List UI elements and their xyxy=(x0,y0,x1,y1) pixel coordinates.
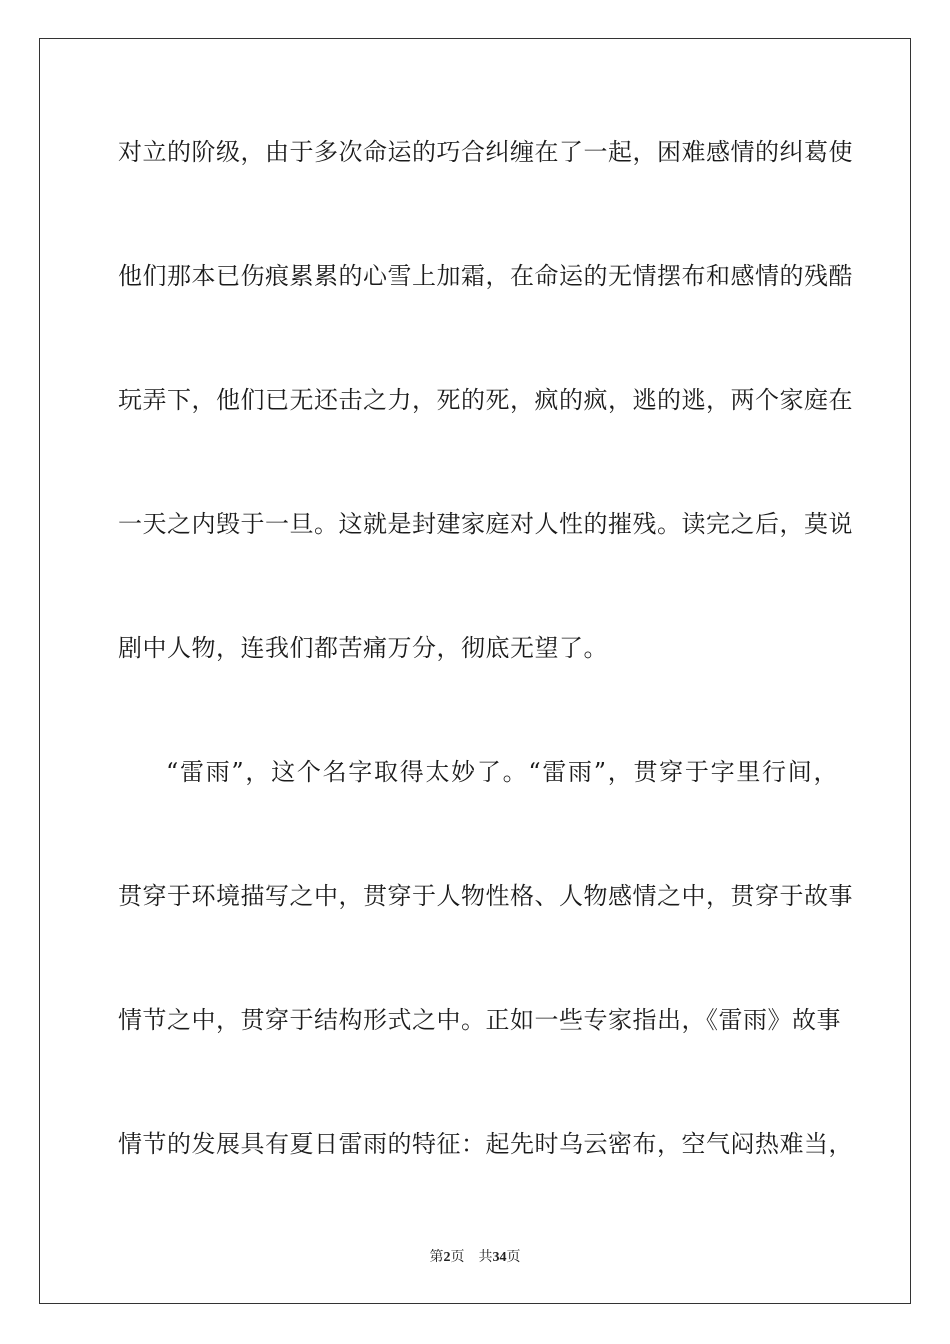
paragraph-line-6: “雷雨”，这个名字取得太妙了。“雷雨”，贯穿于字里行间， xyxy=(166,758,838,786)
page-footer xyxy=(0,1248,950,1267)
paragraph-line-9: 情节的发展具有夏日雷雨的特征：起先时乌云密布，空气闷热难当， xyxy=(118,1130,853,1158)
paragraph-line-2: 他们那本已伤痕累累的心雪上加霜，在命运的无情摆布和感情的残酷 xyxy=(118,262,853,290)
total-suffix: 页 xyxy=(506,1249,521,1265)
page-prefix: 第 xyxy=(429,1249,444,1265)
total-prefix: 共 xyxy=(478,1249,493,1265)
paragraph-line-5: 剧中人物，连我们都苦痛万分，彻底无望了。 xyxy=(118,634,608,662)
total-pages: 34 xyxy=(492,1250,507,1265)
paragraph-line-8: 情节之中，贯穿于结构形式之中。正如一些专家指出，《雷雨》故事 xyxy=(118,1006,841,1034)
paragraph-line-7: 贯穿于环境描写之中，贯穿于人物性格、人物感情之中，贯穿于故事 xyxy=(118,882,853,910)
paragraph-line-1: 对立的阶级，由于多次命运的巧合纠缠在了一起，困难感情的纠葛使 xyxy=(118,138,853,166)
page-number: 2 xyxy=(443,1250,451,1265)
paragraph-line-3: 玩弄下，他们已无还击之力，死的死，疯的疯，逃的逃，两个家庭在 xyxy=(118,386,853,414)
paragraph-line-4: 一天之内毁于一旦。这就是封建家庭对人性的摧残。读完之后，莫说 xyxy=(118,510,853,538)
page-border xyxy=(39,38,911,1304)
page-suffix: 页 xyxy=(450,1249,465,1265)
